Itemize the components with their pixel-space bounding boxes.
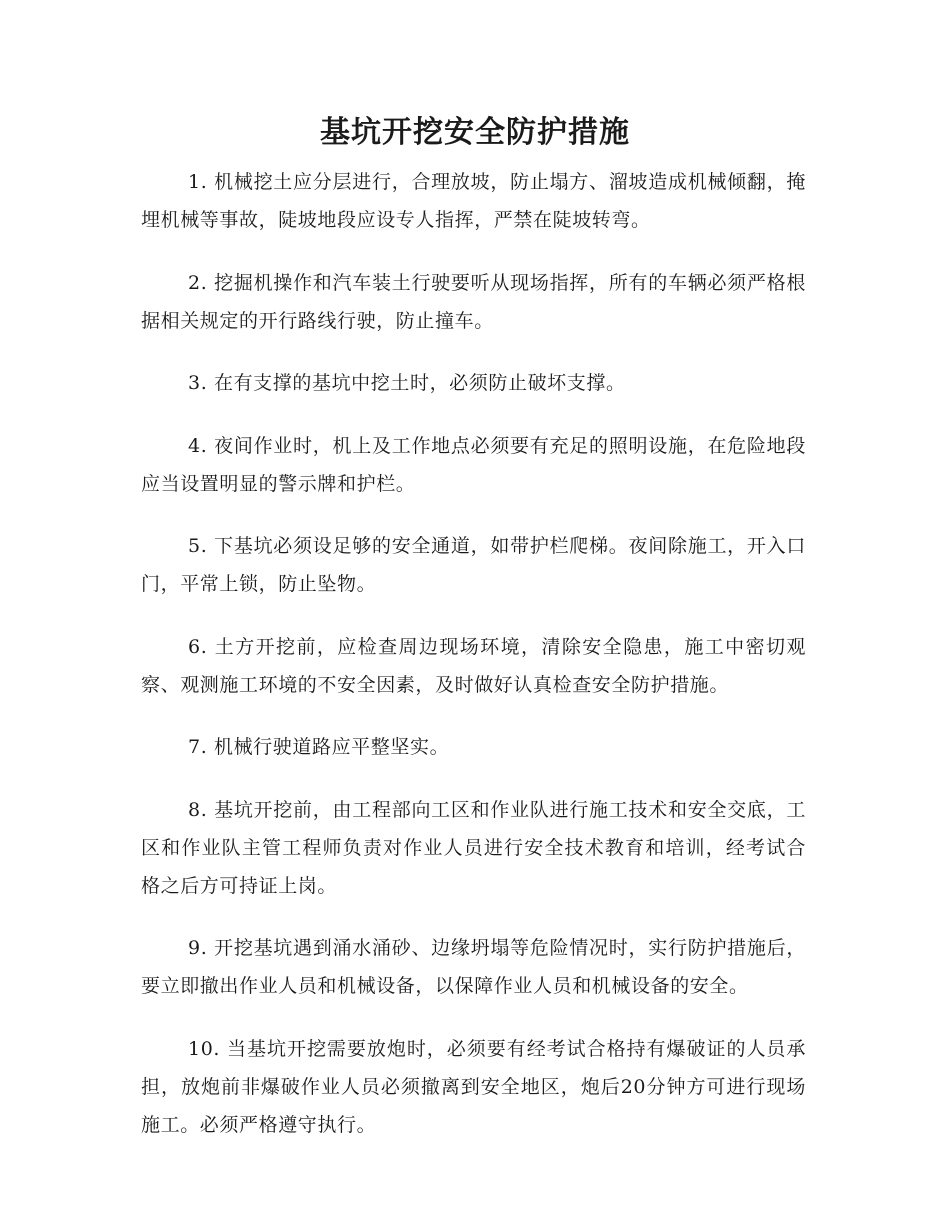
list-item: 3. 在有支撑的基坑中挖土时，必须防止破坏支撑。 (188, 372, 626, 394)
list-item: 9. 开挖基坑遇到涌水涌砂、边缘坍塌等危险情况时，实行防护措施后，要立即撤出作业人员和机械设备，以保障作业人员和机械设备的安全。 (141, 937, 806, 997)
list-item: 7. 机械行驶道路应平整坚实。 (188, 736, 450, 758)
list-item: 2. 挖掘机操作和汽车装土行驶要听从现场指挥，所有的车辆必须严格根据相关规定的开行路线行驶，防止撞车。 (141, 271, 806, 332)
page-title: 基坑开挖安全防护措施 (320, 115, 630, 150)
list-item: 8. 基坑开挖前，由工程部向工区和作业队进行施工技术和安全交底，工区和作业队主管工程师负责对作业人员进行安全技术教育和培训，经考试合格之后方可持证上岗。 (141, 798, 806, 897)
measures-list (141, 163, 806, 1168)
list-item: 4. 夜间作业时，机上及工作地点必须要有充足的照明设施，在危险地段应当设置明显的警示牌和护栏。 (141, 434, 806, 495)
list-item: 1. 机械挖土应分层进行，合理放坡，防止塌方、溜坡造成机械倾翻，掩埋机械等事故，陡坡地段应设专人指挥，严禁在陡坡转弯。 (141, 171, 806, 231)
list-item: 10. 当基坑开挖需要放炮时，必须要有经考试合格持有爆破证的人员承担，放炮前非爆破作业人员必须撤离到安全地区，炮后20分钟方可进行现场施工。必须严格遵守执行。 (141, 1037, 806, 1136)
list-item: 5. 下基坑必须设足够的安全通道，如带护栏爬梯。夜间除施工，开入口门，平常上锁，防止坠物。 (141, 535, 806, 595)
list-item: 6. 土方开挖前，应检查周边现场环境，清除安全隐患，施工中密切观察、观测施工环境的不安全因素，及时做好认真检查安全防护措施。 (141, 635, 806, 696)
